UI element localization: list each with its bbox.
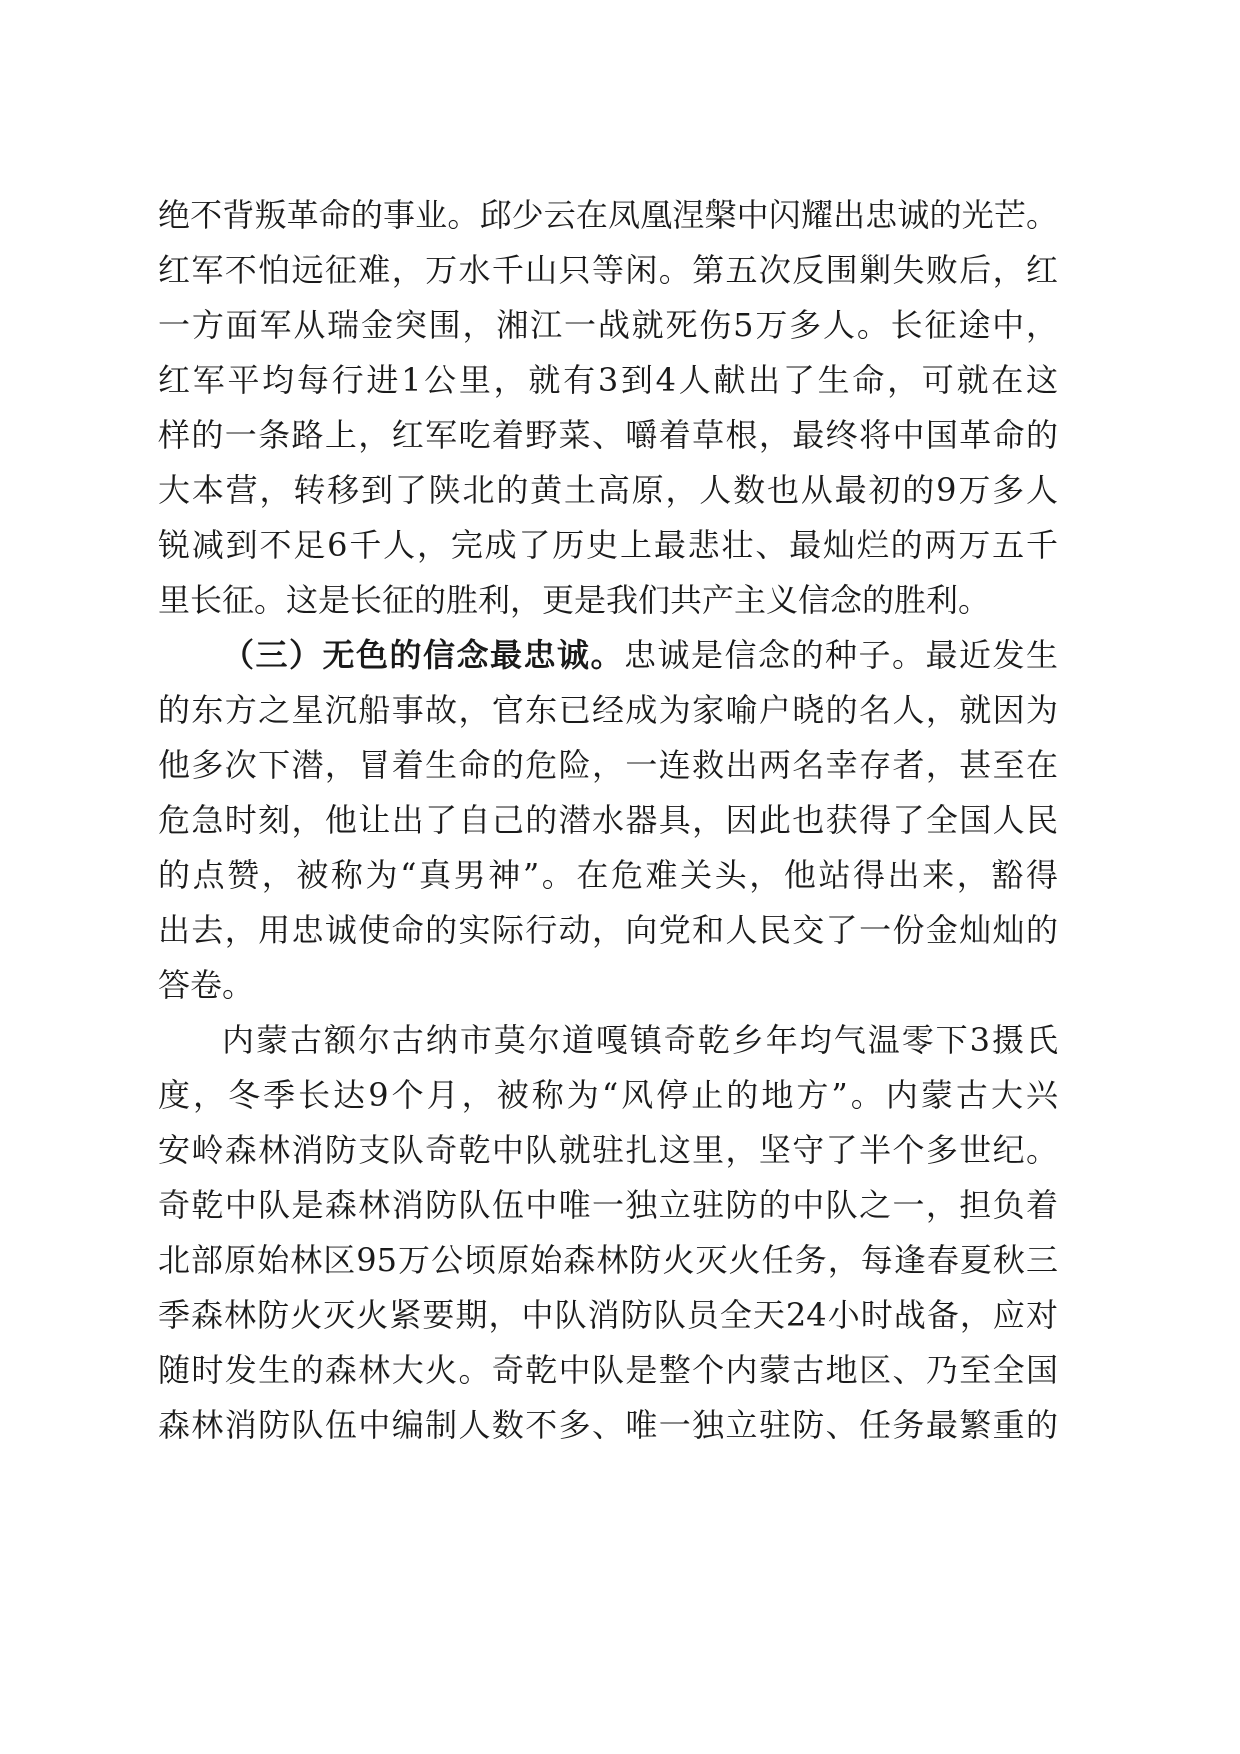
text-line: 内蒙古额尔古纳市莫尔道嘎镇奇乾乡年均气温零下3摄氏: [222, 1021, 1058, 1059]
text-line: 奇乾中队是森林消防队伍中唯一独立驻防的中队之一，担负着: [158, 1186, 1058, 1224]
text-line: 森林消防队伍中编制人数不多、唯一独立驻防、任务最繁重的: [158, 1406, 1058, 1444]
text-line: 答卷。: [158, 966, 255, 1004]
text-line: 锐减到不足6千人，完成了历史上最悲壮、最灿烂的两万五千: [158, 526, 1058, 564]
text-line: 红军平均每行进1公里，就有3到4人献出了生命，可就在这: [158, 361, 1058, 399]
paragraph-continuation: [158, 188, 1058, 243]
text-line: 随时发生的森林大火。奇乾中队是整个内蒙古地区、乃至全国: [158, 1351, 1058, 1389]
text-line: 季森林防火灭火紧要期，中队消防队员全天24小时战备，应对: [158, 1296, 1058, 1334]
text-line: 红军不怕远征难，万水千山只等闲。第五次反围剿失败后，红: [158, 251, 1058, 289]
text-line: 安岭森林消防支队奇乾中队就驻扎这里，坚守了半个多世纪。: [158, 1131, 1058, 1169]
text-line: 大本营，转移到了陕北的黄土高原，人数也从最初的9万多人: [158, 471, 1058, 509]
text-line: 绝不背叛革命的事业。邱少云在凤凰涅槃中闪耀出忠诚的光芒。: [158, 196, 1058, 234]
text-line: 北部原始林区95万公顷原始森林防火灭火任务，每逢春夏秋三: [158, 1241, 1058, 1279]
text-line: 他多次下潜，冒着生命的危险，一连救出两名幸存者，甚至在: [158, 746, 1058, 784]
section-heading-rest: 忠诚是信念的种子。最近发生: [624, 636, 1058, 674]
paragraph-section-three: [158, 628, 1058, 1013]
paragraph-long-march: [158, 243, 1058, 628]
text-line: 一方面军从瑞金突围，湘江一战就死伤5万多人。长征途中，: [158, 306, 1058, 344]
text-line: 度，冬季长达9个月，被称为“风停止的地方”。内蒙古大兴: [158, 1076, 1058, 1114]
text-line: 出去，用忠诚使命的实际行动，向党和人民交了一份金灿灿的: [158, 911, 1058, 949]
text-line: 危急时刻，他让出了自己的潜水器具，因此也获得了全国人民: [158, 801, 1058, 839]
document-body: [158, 188, 1058, 1453]
paragraph-qiqian-squadron: [158, 1013, 1058, 1453]
text-line: 的点赞，被称为“真男神”。在危难关头，他站得出来，豁得: [158, 856, 1058, 894]
section-heading: （三）无色的信念最忠诚。: [222, 636, 624, 674]
text-line: 里长征。这是长征的胜利，更是我们共产主义信念的胜利。: [158, 581, 991, 619]
text-line: 样的一条路上，红军吃着野菜、嚼着草根，最终将中国革命的: [158, 416, 1058, 454]
section-heading-line: [158, 628, 1058, 683]
text-line: 的东方之星沉船事故，官东已经成为家喻户晓的名人，就因为: [158, 691, 1058, 729]
